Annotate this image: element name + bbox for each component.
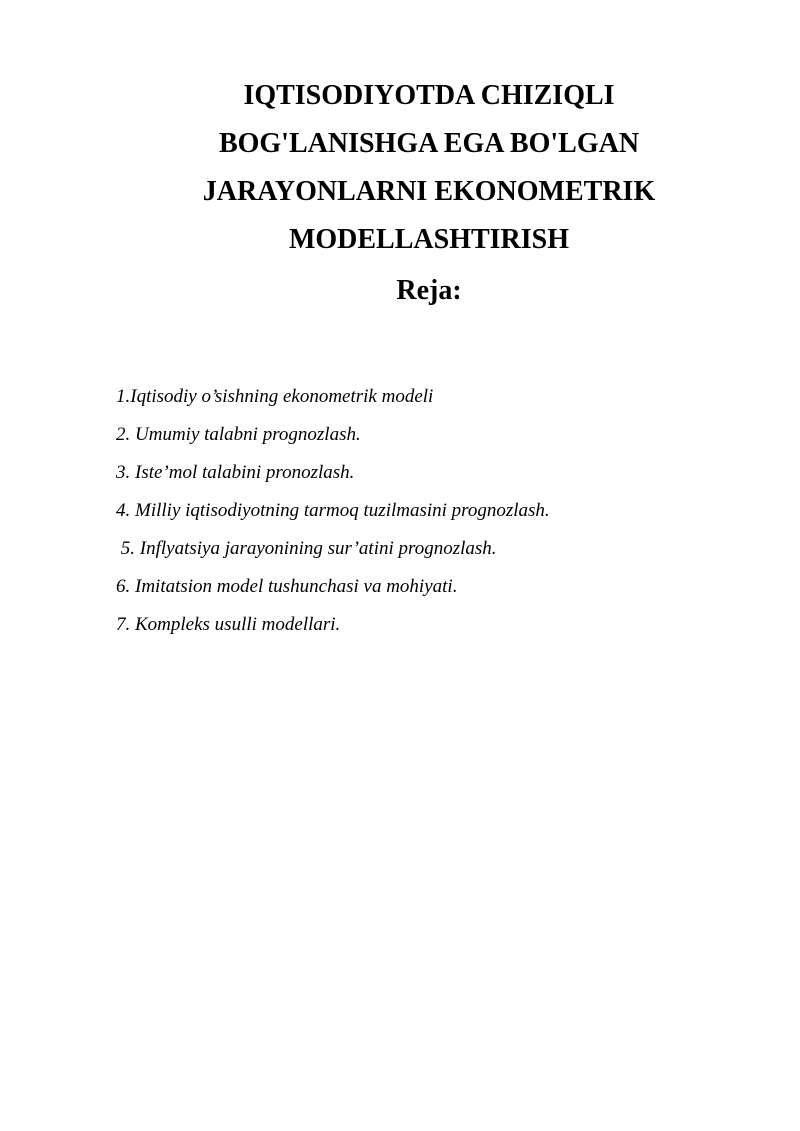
- plan-item-1: 1.Iqtisodiy o’sishning ekonometrik modeli: [116, 386, 434, 407]
- document-title-line-4: MODELLASHTIRISH: [288, 224, 570, 255]
- plan-item-6: 6. Imitatsion model tushunchasi va mohiyati.: [116, 576, 458, 597]
- document-title-line-1: IQTISODIYOTDA CHIZIQLI: [243, 80, 615, 111]
- document-title-line-3: JARAYONLARNI EKONOMETRIK: [202, 176, 656, 207]
- plan-item-5: 5. Inflyatsiya jarayonining sur’atini prognozlash.: [116, 538, 497, 559]
- plan-item-7: 7. Kompleks usulli modellari.: [116, 614, 341, 635]
- plan-item-2: 2. Umumiy talabni prognozlash.: [116, 424, 361, 445]
- document-title-line-2: BOG'LANISHGA EGA BO'LGAN: [218, 128, 640, 159]
- plan-item-4: 4. Milliy iqtisodiyotning tarmoq tuzilmasini prognozlash.: [116, 500, 550, 521]
- plan-list: [116, 378, 756, 644]
- title-block: [100, 72, 758, 315]
- plan-item-3: 3. Iste’mol talabini pronozlash.: [116, 462, 355, 483]
- plan-heading: Reja:: [396, 275, 462, 306]
